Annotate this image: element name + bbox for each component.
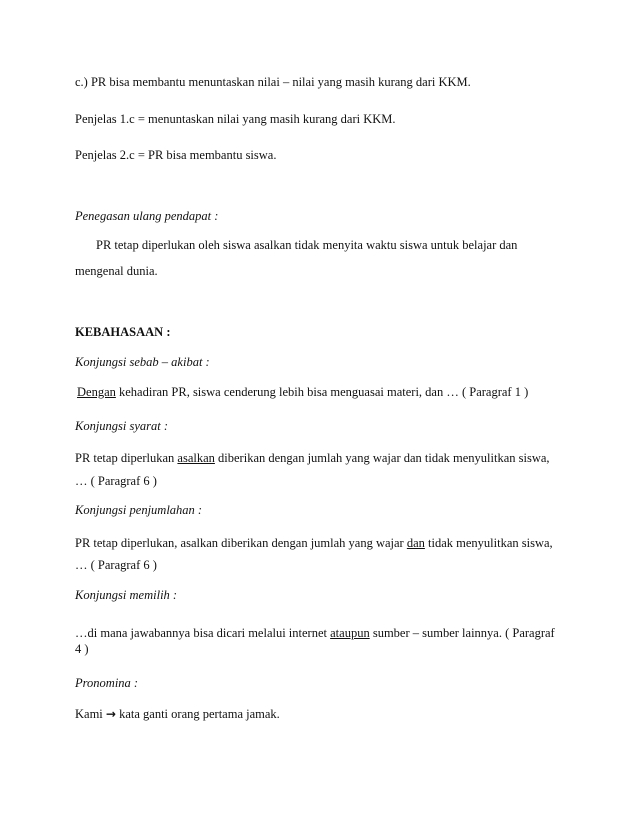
example-syarat-line-2: … ( Paragraf 6 ) [75,474,157,488]
example-text: …di mana jawabannya bisa dicari melalui internet [75,626,331,640]
example-penjumlahan-line-2: … ( Paragraf 6 ) [75,558,157,572]
example-text: Kami [75,707,106,721]
example-memilih-line-1 [75,625,555,641]
example-text: PR tetap diperlukan, asalkan diberikan dengan jumlah yang wajar [75,536,407,550]
heading-penegasan: Penegasan ulang pendapat : [75,209,219,223]
example-pronomina [75,706,280,722]
underlined-word-dan: dan [406,536,425,550]
text-line-penjelas-1: Penjelas 1.c = menuntaskan nilai yang masih kurang dari KKM. [75,112,396,126]
heading-konjungsi-sebab-akibat: Konjungsi sebab – akibat : [75,355,210,369]
text-line-c: c.) PR bisa membantu menuntaskan nilai – nilai yang masih kurang dari KKM. [75,75,471,89]
underlined-word-dengan: Dengan [77,385,116,399]
arrow-right-icon: → [105,707,116,721]
heading-konjungsi-penjumlahan: Konjungsi penjumlahan : [75,503,203,517]
example-memilih-line-2: 4 ) [75,642,89,656]
example-sebab-akibat [77,384,528,400]
example-text: sumber – sumber lainnya. ( Paragraf [369,626,555,640]
heading-kebahasaan: KEBAHASAAN : [75,325,171,339]
example-text: diberikan dengan jumlah yang wajar dan tidak menyulitkan siswa, [214,451,550,465]
example-text: kata ganti orang pertama jamak. [115,707,280,721]
example-text: PR tetap diperlukan [75,451,178,465]
underlined-word-asalkan: asalkan [177,451,215,465]
example-penjumlahan-line-1 [75,535,553,551]
example-text: kehadiran PR, siswa cenderung lebih bisa menguasai materi, dan … ( Paragraf 1 ) [115,385,529,399]
heading-konjungsi-memilih: Konjungsi memilih : [75,588,178,602]
heading-konjungsi-syarat: Konjungsi syarat : [75,419,169,433]
paragraph-penegasan-line-2: mengenal dunia. [75,264,158,278]
example-text: tidak menyulitkan siswa, [424,536,553,550]
paragraph-penegasan-line-1: PR tetap diperlukan oleh siswa asalkan tidak menyita waktu siswa untuk belajar dan [96,238,518,252]
heading-pronomina: Pronomina : [75,676,139,690]
underlined-word-ataupun: ataupun [330,626,370,640]
text-line-penjelas-2: Penjelas 2.c = PR bisa membantu siswa. [75,148,277,162]
example-syarat-line-1 [75,450,550,466]
